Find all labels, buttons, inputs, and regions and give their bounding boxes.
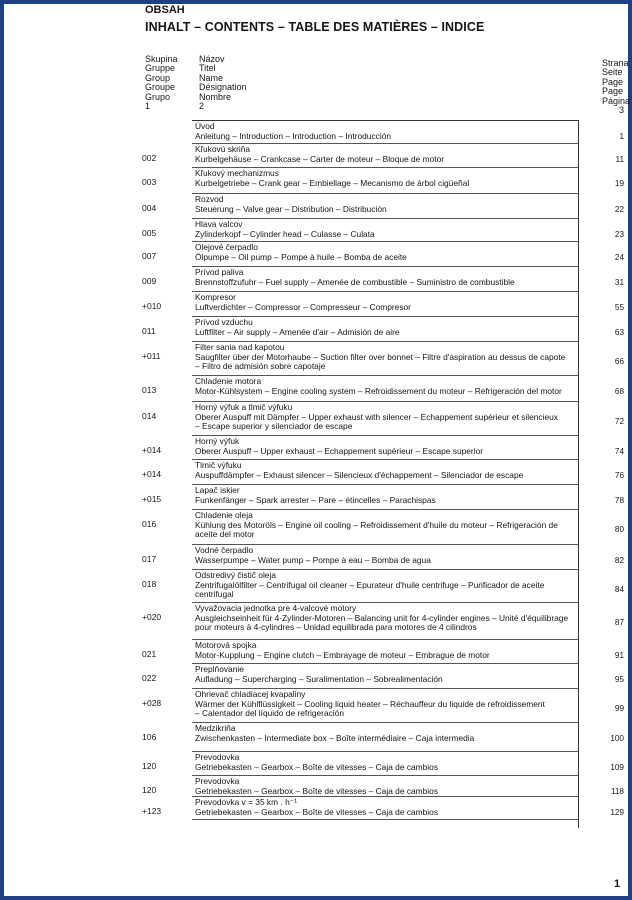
entry-group-number: 022	[142, 673, 157, 683]
entry-title	[195, 641, 577, 660]
entry-group-number: 021	[142, 649, 157, 659]
entry-page-number: 68	[614, 386, 624, 396]
entry-group-number: 016	[142, 519, 157, 529]
entry-separator	[192, 688, 578, 689]
entry-page-number: 109	[610, 762, 624, 772]
entry-title-translation: pour moteurs à 4-cylindres – Unidad equilibrada para motores de 4 cilindros	[195, 623, 477, 633]
entry-page-number: 118	[610, 786, 624, 796]
entry-title	[195, 145, 577, 164]
entry-separator	[192, 722, 578, 723]
entry-title-translation: Auspuffdämpfer – Exhaust silencer – Silencieux d'échappement – Silenciador de escape	[195, 470, 524, 480]
entry-title	[195, 268, 577, 287]
entry-title-translation: Steuerung – Valve gear – Distribution – Distribución	[195, 204, 387, 214]
entry-title-translation: – Calentador del líquido de refrigeración	[195, 709, 344, 719]
entry-page-number: 66	[614, 357, 624, 367]
entry-group-number: 018	[142, 579, 157, 589]
entry-title-translation: Aufladung – Supercharging – Suralimentation – Sobrealimentación	[195, 674, 443, 684]
entry-group-number: 017	[142, 554, 157, 564]
entry-page-number: 23	[614, 229, 624, 239]
entry-group-number: 002	[142, 153, 157, 163]
entry-page-number: 100	[610, 733, 624, 743]
entry-group-number: +014	[142, 469, 162, 479]
header-rule	[192, 120, 578, 121]
entry-title	[195, 343, 577, 372]
entry-title	[195, 546, 577, 565]
entry-page-number: 19	[614, 178, 624, 188]
entry-group-number: 120	[142, 761, 157, 771]
entry-title-slovak: Prevodovka	[195, 777, 240, 786]
entry-page-number: 22	[614, 204, 624, 214]
entry-title	[195, 724, 577, 743]
entry-title	[195, 122, 577, 141]
entry-separator	[192, 167, 578, 168]
entry-title-translation: Getriebekasten – Gearbox – Boîte de vitesses – Caja de cambios	[195, 807, 439, 817]
entry-separator	[192, 218, 578, 219]
page-column-divider	[578, 120, 579, 828]
entry-page-number: 84	[614, 585, 624, 595]
entry-title	[195, 798, 577, 817]
page-header-line: Seite	[602, 67, 623, 78]
entry-title-slovak: Prevodovka v = 35 km . h⁻¹	[195, 798, 297, 807]
entry-title-translation: Ausgleichseinheit für 4-Zylinder-Motoren – Balancing unit for 4-cylinder engines – Unité d'équilibrage	[195, 613, 569, 623]
entry-title	[195, 777, 577, 796]
entry-page-number: 129	[610, 807, 624, 817]
entry-title-slovak: Chladenie oleja	[195, 511, 253, 520]
entry-title-translation: Motor-Kühlsystem – Engine cooling system – Refroidissement du moteur – Refrigeración del motor	[195, 386, 562, 396]
entry-separator	[192, 639, 578, 640]
entry-title-translation: Kurbelgehäuse – Crankcase – Carter de moteur – Bloque de motor	[195, 154, 445, 164]
entry-separator	[192, 435, 578, 436]
entry-title-translation: centrifugal	[195, 590, 234, 600]
entry-separator	[192, 143, 578, 144]
entry-page-number: 76	[614, 470, 624, 480]
entry-title-slovak: Filter sania nad kapotou	[195, 343, 285, 352]
entry-group-number: 120	[142, 785, 157, 795]
name-header-line: Désignation	[199, 82, 247, 93]
entry-page-number: 87	[614, 618, 624, 628]
document-title: OBSAH	[145, 4, 185, 16]
entry-title	[195, 169, 577, 188]
entry-title-translation: Zentrifugalölfilter – Centrifugal oil cleaner – Epurateur d'huile centrifuge – Purificador de aceite	[195, 580, 545, 590]
entry-separator	[192, 796, 578, 797]
entry-group-number: +011	[142, 351, 161, 361]
entry-page-number: 55	[614, 302, 624, 312]
entry-title	[195, 318, 577, 337]
entry-page-number: 63	[614, 327, 624, 337]
entry-separator	[192, 751, 578, 752]
group-header-line: 1	[145, 101, 151, 112]
entry-separator	[192, 375, 578, 376]
entry-title-translation: Getriebekasten – Gearbox – Boîte de vitesses – Caja de cambios	[195, 762, 439, 772]
entry-title-translation: – Filtro de admisión sobre capotaje	[195, 362, 326, 372]
entry-separator	[192, 775, 578, 776]
page-header-line: Page	[602, 86, 624, 97]
entry-title-slovak: Hlava valcov	[195, 220, 243, 229]
entry-group-number: +015	[142, 494, 162, 504]
entry-title-translation: Wasserpumpe – Water pump – Pompe à eau – Bomba de agua	[195, 555, 431, 565]
group-header-line: Gruppe	[145, 63, 176, 74]
page-header-line: Página	[602, 95, 631, 106]
entry-title-slovak: Motorová spojka	[195, 641, 257, 650]
entry-title-translation: Saugfilter über der Motorhaube – Suction filter over bonnet – Filtre d'aspiration au dessus de capote	[195, 352, 566, 362]
entry-group-number: +014	[142, 445, 162, 455]
entry-title-slovak: Kompresor	[195, 293, 236, 302]
entry-title-slovak: Chladenie motora	[195, 377, 262, 386]
entry-group-number: 014	[142, 411, 157, 421]
entry-title-translation: Oberer Auspuff – Upper exhaust – Echappement supérieur – Escape superior	[195, 446, 484, 456]
entry-title-translation: Anleitung – Introduction – Introduction – Introducción	[195, 131, 392, 141]
entry-separator	[192, 569, 578, 570]
entry-title	[195, 243, 577, 262]
entry-group-number: +123	[142, 806, 162, 816]
entry-page-number: 99	[614, 704, 624, 714]
group-header-line: Grupo	[145, 91, 171, 102]
entry-group-number: 106	[142, 732, 157, 742]
entry-title-slovak: Odstredivý čistič oleja	[195, 571, 276, 580]
entry-title	[195, 293, 577, 312]
entry-title-translation: Motor-Kupplung – Engine clutch – Embrayage de moteur – Embrague de motor	[195, 650, 490, 660]
entry-separator	[192, 509, 578, 510]
footer-page-number: 1	[614, 878, 621, 890]
entry-title-slovak: Prívod paliva	[195, 268, 244, 277]
entry-separator	[192, 316, 578, 317]
entry-title-translation: Funkenfänger – Spark arrester – Pare – étincelles – Parachispas	[195, 495, 436, 505]
entry-title-translation: Zwischenkasten – Intermediate box – Boîte intermédiaire – Caja intermedia	[195, 733, 475, 743]
entry-separator	[192, 241, 578, 242]
entry-title-translation: Ölpumpe – Oil pump – Pompe à huile – Bomba de aceite	[195, 252, 407, 262]
group-column-header	[145, 55, 178, 111]
entry-title-translation: Zylinderkopf – Cylinder head – Culasse – Culata	[195, 229, 375, 239]
entry-title	[195, 461, 577, 480]
entry-group-number: 013	[142, 385, 157, 395]
entry-separator	[192, 266, 578, 267]
group-header-line: Groupe	[145, 82, 176, 93]
entry-separator	[192, 291, 578, 292]
entry-title-translation: – Escape superior y silenciador de escape	[195, 422, 353, 432]
entry-title-translation: aceite del motor	[195, 530, 255, 540]
entry-group-number: 011	[142, 326, 156, 336]
entry-group-number: 003	[142, 177, 157, 187]
entry-page-number: 11	[615, 154, 624, 164]
entry-title-slovak: Kľukový mechanizmus	[195, 169, 279, 178]
entry-group-number: +020	[142, 612, 162, 622]
entry-page-number: 95	[614, 674, 624, 684]
entry-separator	[192, 193, 578, 194]
entry-title-translation: Luftverdichter – Compressor – Compresseur – Compresor	[195, 302, 411, 312]
entry-title-translation: Kurbelgetriebe – Crank gear – Embiellage – Mecanismo de árbol cigüeñal	[195, 178, 470, 188]
entry-title	[195, 511, 577, 540]
group-header-line: Skupina	[145, 54, 178, 64]
entry-page-number: 78	[614, 495, 624, 505]
entry-page-number: 24	[614, 252, 624, 262]
document-subtitle: INHALT – CONTENTS – TABLE DES MATIÈRES – INDICE	[145, 20, 485, 34]
entry-page-number: 80	[614, 525, 624, 535]
entry-title-translation: Getriebekasten – Gearbox – Boîte de vitesses – Caja de cambios	[195, 786, 439, 796]
name-header-line: 2	[199, 101, 205, 112]
entry-group-number: 004	[142, 203, 157, 213]
entry-title-slovak: Ohrievač chladiacej kvapaliny	[195, 690, 306, 699]
entry-separator	[192, 819, 578, 820]
entry-separator	[192, 401, 578, 402]
name-header-line: Nombre	[199, 91, 232, 102]
entry-title	[195, 604, 577, 633]
entry-title	[195, 665, 577, 684]
page-header-line: Page	[602, 76, 624, 87]
page-column-header	[602, 58, 631, 116]
entry-title-slovak: Vyvažovacia jednotka pre 4-valcové motory	[195, 604, 357, 613]
name-column-header	[199, 55, 247, 111]
entry-title-slovak: Preplňovanie	[195, 665, 244, 674]
entry-title	[195, 377, 577, 396]
document-page	[4, 0, 631, 900]
name-header-line: Názov	[199, 54, 225, 64]
entry-page-number: 74	[614, 446, 624, 456]
entry-separator	[192, 459, 578, 460]
entry-title-slovak: Olejové čerpadlo	[195, 243, 258, 252]
entry-group-number: +028	[142, 698, 162, 708]
entry-title	[195, 403, 577, 432]
entry-group-number: 005	[142, 228, 157, 238]
entry-group-number: +010	[142, 301, 162, 311]
entry-title-slovak: Vodné čerpadlo	[195, 546, 254, 555]
entry-separator	[192, 341, 578, 342]
entry-page-number: 1	[619, 131, 624, 141]
entry-title-slovak: Úvod	[195, 122, 215, 131]
entry-page-number: 72	[614, 417, 624, 427]
entry-title-slovak: Lapač iskier	[195, 486, 240, 495]
entry-title-slovak: Horný výfuk a tlmič výfuku	[195, 403, 293, 412]
entry-title-translation: Wärmer der Kühlflüssigkeit – Cooling liquid heater – Réchauffeur du liquide de refroidissement	[195, 699, 545, 709]
page-header-line: Strana	[602, 58, 629, 68]
entry-title-slovak: Medzikriňa	[195, 724, 236, 733]
entry-title	[195, 753, 577, 772]
entry-title-slovak: Prevodovka	[195, 753, 240, 762]
entry-separator	[192, 663, 578, 664]
entry-title-translation: Oberer Auspuff mit Dämpfer – Upper exhaust with silencer – Echappement supérieur et silencieux	[195, 412, 558, 422]
entry-title-slovak: Prívod vzduchu	[195, 318, 253, 327]
entry-title-slovak: Horný výfuk	[195, 437, 240, 446]
entry-separator	[192, 484, 578, 485]
entry-title	[195, 220, 577, 239]
entry-group-number: 007	[142, 251, 157, 261]
entry-title-slovak: Kľukovú skriňa	[195, 145, 251, 154]
entry-title-translation: Kühlung des Motoröls – Engine oil cooling – Refroidissement d'huile du moteur – Refrigeración de	[195, 520, 558, 530]
entry-title-slovak: Tlmič výfuku	[195, 461, 242, 470]
entry-page-number: 91	[614, 650, 624, 660]
entry-title-translation: Brennstoffzufuhr – Fuel supply – Amenée de combustible – Suministro de combustible	[195, 277, 515, 287]
entry-group-number: 009	[142, 276, 157, 286]
name-header-line: Titel	[199, 63, 216, 74]
entry-page-number: 82	[614, 555, 624, 565]
entry-title	[195, 690, 577, 719]
entry-page-number: 31	[614, 277, 624, 287]
entry-title	[195, 571, 577, 600]
group-header-line: Group	[145, 72, 171, 83]
entry-title	[195, 437, 577, 456]
page-header-line: 3	[618, 105, 624, 116]
name-header-line: Name	[199, 72, 224, 83]
entry-title-translation: Luftfilter – Air supply – Amenée d'air – Admisión de aire	[195, 327, 400, 337]
entry-title-slovak: Rozvod	[195, 195, 224, 204]
entry-separator	[192, 602, 578, 603]
entry-separator	[192, 544, 578, 545]
entry-title	[195, 195, 577, 214]
entry-title	[195, 486, 577, 505]
